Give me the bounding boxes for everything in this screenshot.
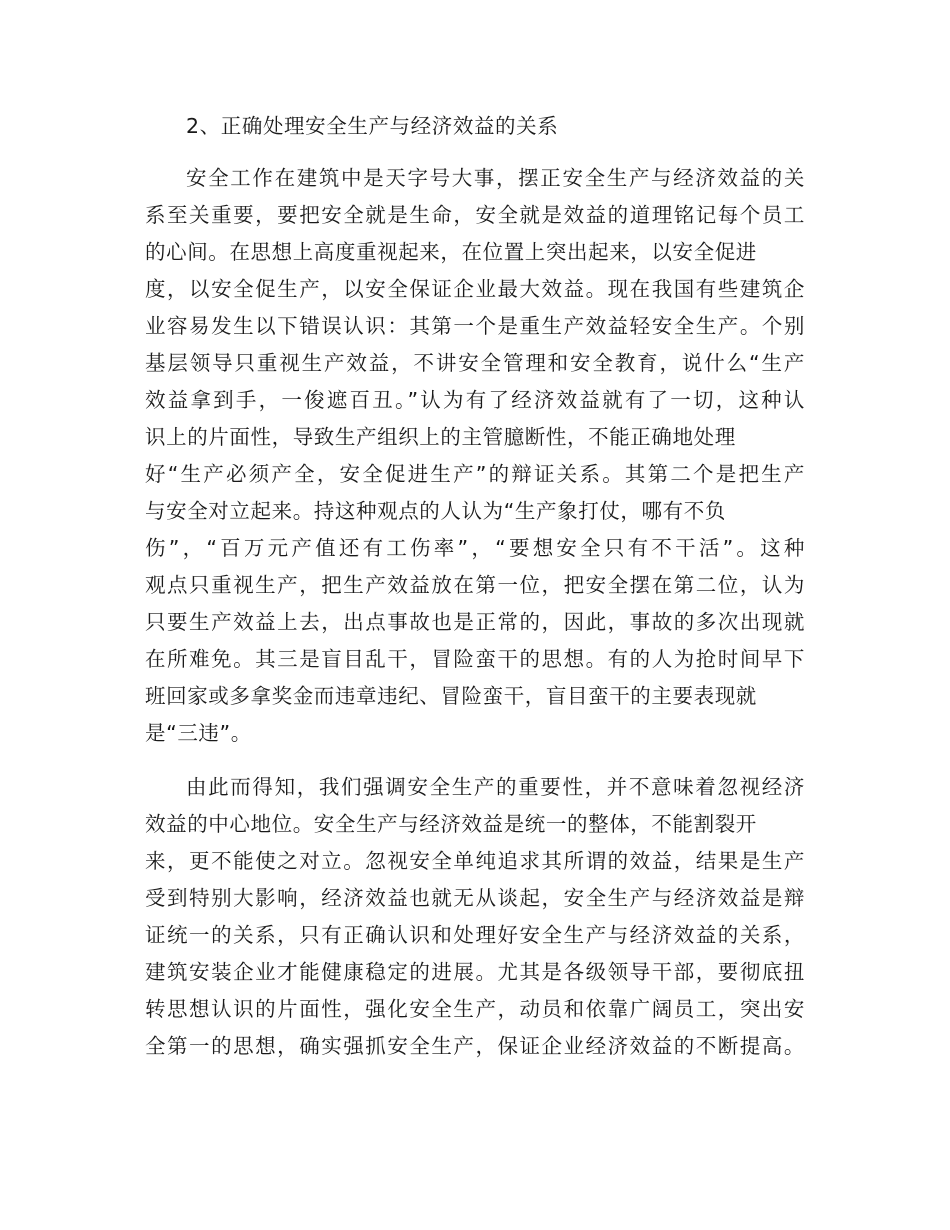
paragraph-line: 度，以安全促生产，以安全保证企业最大效益。现在我国有些建筑企: [145, 277, 805, 301]
paragraph-line: 是“三违”。: [145, 721, 252, 745]
paragraph-line: 转思想认识的片面性，强化安全生产，动员和依靠广阔员工，突出安: [145, 997, 805, 1021]
paragraph-line: 班回家或多拿奖金而违章违纪、冒险蛮干，盲目蛮干的主要表现就: [145, 684, 757, 708]
paragraph-line: 效益的中心地位。安全生产与经济效益是统一的整体，不能割裂开: [145, 812, 757, 836]
paragraph-line: 伤”，“百万元产值还有工伤率”，“要想安全只有不干活”。这种: [145, 536, 805, 560]
paragraph-2: [145, 769, 805, 1065]
paragraph-line: 系至关重要，要把安全就是生命，安全就是效益的道理铭记每个员工: [145, 203, 805, 227]
paragraph-line: 业容易发生以下错误认识：其第一个是重生产效益轻安全生产。个别: [145, 314, 805, 338]
paragraph-line: 观点只重视生产，把生产效益放在第一位，把安全摆在第二位，认为: [145, 573, 805, 597]
paragraph-line: 效益拿到手，一俊遮百丑。”认为有了经济效益就有了一切，这种认: [145, 388, 805, 412]
paragraph-line: 只要生产效益上去，出点事故也是正常的，因此，事故的多次出现就: [145, 610, 805, 634]
paragraph-line: 好“生产必须产全，安全促进生产”的辩证关系。其第二个是把生产: [145, 462, 805, 486]
paragraph-line: 安全工作在建筑中是天字号大事，摆正安全生产与经济效益的关: [186, 166, 805, 190]
paragraph-line: 在所难免。其三是盲目乱干，冒险蛮干的思想。有的人为抢时间早下: [145, 647, 805, 671]
paragraph-line: 由此而得知，我们强调安全生产的重要性，并不意味着忽视经济: [186, 775, 805, 799]
paragraph-line: 来，更不能使之对立。忽视安全单纯追求其所谓的效益，结果是生产: [145, 849, 805, 873]
paragraph-line: 与安全对立起来。持这种观点的人认为“生产象打仗，哪有不负: [145, 499, 726, 523]
paragraph-line: 全第一的思想，确实强抓安全生产，保证企业经济效益的不断提高。: [145, 1034, 805, 1058]
paragraph-1: [145, 160, 805, 752]
paragraph-line: 证统一的关系，只有正确认识和处理好安全生产与经济效益的关系，: [145, 923, 805, 947]
paragraph-line: 识上的片面性，导致生产组织上的主管臆断性，不能正确地处理: [145, 425, 736, 449]
paragraph-line: 的心间。在思想上高度重视起来，在位置上突出起来，以安全促进: [145, 240, 757, 264]
section-heading: [145, 108, 805, 145]
heading-text: 2、正确处理安全生产与经济效益的关系: [186, 114, 559, 138]
paragraph-line: 建筑安装企业才能健康稳定的进展。尤其是各级领导干部，要彻底扭: [145, 960, 805, 984]
paragraph-line: 基层领导只重视生产效益，不讲安全管理和安全教育，说什么“生产: [145, 351, 805, 375]
paragraph-line: 受到特别大影响，经济效益也就无从谈起，安全生产与经济效益是辩: [145, 886, 805, 910]
